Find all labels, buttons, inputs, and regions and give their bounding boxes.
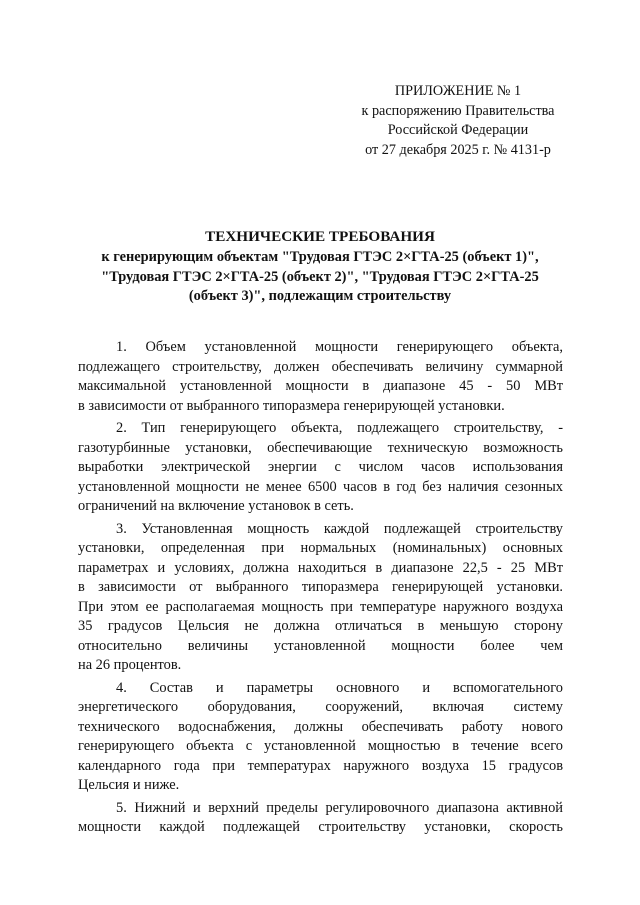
appendix-order-ref: к распоряжению Правительства (361, 102, 555, 119)
text-line: календарного года при температурах наружного воздуха 15 градусов (78, 757, 563, 774)
text-line: технического водоснабжения, должны обеспечивать работу нового (78, 718, 563, 735)
text-line: 35 градусов Цельсия не должна отличаться в меньшую сторону (78, 618, 563, 634)
appendix-authority: Российской Федерации (387, 122, 529, 138)
text-line: относительно величины установленной мощности более чем (78, 637, 563, 654)
appendix-date-number: от 27 декабря 2025 г. № 4131-р (365, 141, 551, 158)
text-line: ограничений на включение установок в сеть. (78, 498, 354, 514)
paragraph-4 (78, 679, 563, 796)
text-line: установленной мощности не менее 6500 часов в год без наличия сезонных (78, 478, 563, 495)
text-line: энергетического оборудования, сооружений, включая систему (78, 699, 563, 715)
subtitle-line: (объект 3)", подлежащим строительству (188, 288, 452, 304)
subtitle-line: "Трудовая ГТЭС 2×ГТА-25 (объект 2)", "Трудовая ГТЭС 2×ГТА-25 (101, 268, 539, 285)
document-title: ТЕХНИЧЕСКИЕ ТРЕБОВАНИЯ (205, 228, 435, 245)
appendix-number: ПРИЛОЖЕНИЕ № 1 (394, 83, 522, 99)
text-line: на 26 процентов. (78, 657, 182, 673)
text-line: максимальной установленной мощности в диапазоне 45 - 50 МВт (78, 378, 563, 394)
text-line: 1. Объем установленной мощности генерирующего объекта, (116, 339, 563, 355)
text-line: мощности каждой подлежащей строительству установки, скорость (78, 819, 563, 835)
subtitle-line: к генерирующим объектам "Трудовая ГТЭС 2×ГТА-25 (объект 1)", (101, 249, 539, 265)
text-line: 4. Состав и параметры основного и вспомогательного (116, 679, 563, 696)
document-body (78, 338, 563, 841)
document-subtitle (78, 248, 562, 307)
text-line: в зависимости от выбранного типоразмера генерирующей установки. (78, 579, 563, 595)
text-line: установки, определенная при нормальных (номинальных) основных (78, 540, 563, 556)
text-line: При этом ее располагаемая мощность при температуре наружного воздуха (78, 598, 563, 615)
text-line: газотурбинные установки, обеспечивающие техническую возможность (78, 439, 563, 456)
text-line: 5. Нижний и верхний пределы регулировочного диапазона активной (116, 799, 563, 816)
paragraph-5 (78, 799, 563, 838)
text-line: 2. Тип генерирующего объекта, подлежащего строительству, - (116, 420, 563, 436)
paragraph-3 (78, 520, 563, 676)
paragraph-2 (78, 419, 563, 517)
paragraph-1 (78, 338, 563, 416)
text-line: Цельсия и ниже. (78, 777, 180, 793)
text-line: генерирующего объекта с установленной мощностью в течение всего (78, 738, 563, 754)
text-line: в зависимости от выбранного типоразмера генерирующей установки. (78, 397, 505, 414)
appendix-header (336, 82, 580, 160)
text-line: подлежащего строительству, должен обеспечивать величину суммарной (78, 358, 563, 375)
text-line: выработки электрической энергии с числом часов использования (78, 459, 563, 475)
text-line: параметрах и условиях, должна находиться в диапазоне 22,5 - 25 МВт (78, 559, 563, 576)
text-line: 3. Установленная мощность каждой подлежащей строительству (116, 520, 563, 537)
